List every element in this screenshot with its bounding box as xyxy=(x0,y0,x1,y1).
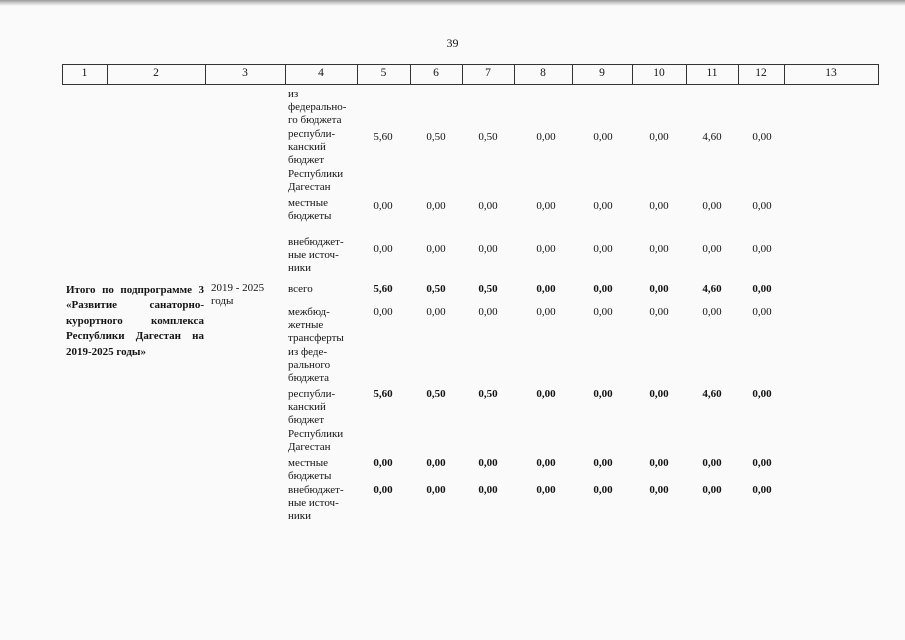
value-cell-col-7: 0,00 xyxy=(478,243,498,255)
header-cell-3: 3 xyxy=(242,67,248,79)
value-cell-col-7: 0,50 xyxy=(478,131,498,143)
value-cell-col-9: 0,00 xyxy=(593,283,613,295)
row-label-line: республи- xyxy=(288,128,336,140)
value-cell-col-9: 0,00 xyxy=(593,306,613,318)
value-cell-col-12: 0,00 xyxy=(752,243,772,255)
header-cell-1: 1 xyxy=(81,67,88,79)
value-cell-col-10: 0,00 xyxy=(649,243,669,255)
value-cell-col-7: 0,00 xyxy=(478,200,498,212)
row-label-line: бюджет xyxy=(288,154,324,167)
value-cell-col-9: 0,00 xyxy=(593,457,613,469)
row-label-line: федерально- xyxy=(288,101,347,114)
period-years xyxy=(211,282,264,308)
value-cell-col-12: 0,00 xyxy=(752,306,772,318)
row-label-line: трансферты xyxy=(288,332,344,345)
value-cell-col-11: 0,00 xyxy=(702,484,722,496)
value-cell-col-5: 0,00 xyxy=(373,484,393,496)
value-cell-col-11: 0,00 xyxy=(702,457,722,469)
value-cell-col-5: 0,00 xyxy=(373,457,393,469)
header-cell-13: 13 xyxy=(825,67,837,79)
value-cell-col-10: 0,00 xyxy=(649,388,669,400)
row-label-line: Республики xyxy=(288,167,344,180)
table-top-border xyxy=(62,64,878,65)
row-label-line: межбюд- xyxy=(288,306,330,318)
header-cell-11: 11 xyxy=(706,67,718,79)
value-cell-col-12: 0,00 xyxy=(752,200,772,212)
value-cell-col-8: 0,00 xyxy=(536,306,556,318)
scan-top-edge xyxy=(0,0,905,6)
value-cell-col-10: 0,00 xyxy=(649,306,669,318)
value-cell-col-10: 0,00 xyxy=(649,457,669,469)
value-cell-col-11: 4,60 xyxy=(702,131,722,143)
value-cell-col-12: 0,00 xyxy=(752,457,772,469)
row-label-line: го бюджета xyxy=(288,114,342,127)
row-label-line: Дагестан xyxy=(288,180,331,193)
page-number: 39 xyxy=(446,36,459,50)
value-cell-col-11: 0,00 xyxy=(702,243,722,255)
value-cell-col-10: 0,00 xyxy=(649,200,669,212)
value-cell-col-10: 0,00 xyxy=(649,131,669,143)
row-label-line: внебюджет- xyxy=(288,484,344,496)
header-cell-2: 2 xyxy=(153,67,159,79)
table-header-bottom-border xyxy=(62,84,878,85)
value-cell-col-5: 0,00 xyxy=(373,243,393,255)
row-label-line: всего xyxy=(288,283,313,295)
value-cell-col-7: 0,00 xyxy=(478,457,498,469)
value-cell-col-12: 0,00 xyxy=(752,388,772,400)
value-cell-col-5: 5,60 xyxy=(373,283,393,295)
value-cell-col-5: 5,60 xyxy=(373,131,393,143)
value-cell-col-11: 4,60 xyxy=(702,283,722,295)
row-label-line: канский xyxy=(288,141,326,154)
value-cell-col-6: 0,00 xyxy=(426,200,446,212)
value-cell-col-8: 0,00 xyxy=(536,388,556,400)
value-cell-col-6: 0,00 xyxy=(426,243,446,255)
value-cell-col-9: 0,00 xyxy=(593,484,613,496)
value-cell-col-8: 0,00 xyxy=(536,283,556,295)
header-cell-12: 12 xyxy=(755,67,767,79)
value-cell-col-11: 0,00 xyxy=(702,306,722,318)
row-label-line: бюджеты xyxy=(288,470,332,483)
row-label-line: местные xyxy=(288,197,328,209)
value-cell-col-11: 4,60 xyxy=(702,388,722,400)
row-label-line: ники xyxy=(288,510,312,523)
header-cell-7: 7 xyxy=(485,67,491,79)
value-cell-col-10: 0,00 xyxy=(649,283,669,295)
value-cell-col-6: 0,50 xyxy=(426,131,446,143)
value-cell-col-7: 0,00 xyxy=(478,306,498,318)
period-years-line-1: 2019 - 2025 xyxy=(211,282,265,294)
value-cell-col-5: 0,00 xyxy=(373,200,393,212)
value-cell-col-11: 0,00 xyxy=(702,200,722,212)
value-cell-col-8: 0,00 xyxy=(536,484,556,496)
row-label-line: канский xyxy=(288,401,326,414)
row-label-line: бюджеты xyxy=(288,210,332,223)
header-cell-4: 4 xyxy=(318,67,324,79)
period-years-line-2: годы xyxy=(211,295,234,307)
value-cell-col-6: 0,00 xyxy=(426,457,446,469)
value-cell-col-6: 0,50 xyxy=(426,388,446,400)
value-cell-col-7: 0,00 xyxy=(478,484,498,496)
row-label-line: рального xyxy=(288,358,331,371)
header-cell-6: 6 xyxy=(433,67,439,79)
row-label-line: бюджет xyxy=(288,414,324,427)
row-label-line: местные xyxy=(288,457,328,469)
value-cell-col-10: 0,00 xyxy=(649,484,669,496)
column-divider xyxy=(878,64,879,85)
value-cell-col-9: 0,00 xyxy=(593,200,613,212)
row-label-line: бюджета xyxy=(288,372,330,384)
row-label-line: республи- xyxy=(288,388,336,400)
value-cell-col-9: 0,00 xyxy=(593,243,613,255)
header-cell-10: 10 xyxy=(653,67,665,79)
value-cell-col-12: 0,00 xyxy=(752,131,772,143)
row-label-line: внебюджет- xyxy=(288,236,344,248)
value-cell-col-7: 0,50 xyxy=(478,283,498,295)
value-cell-col-5: 5,60 xyxy=(373,388,393,400)
row-label-line: Республики xyxy=(288,427,344,440)
value-cell-col-6: 0,00 xyxy=(426,306,446,318)
value-cell-col-8: 0,00 xyxy=(536,200,556,212)
value-cell-col-8: 0,00 xyxy=(536,243,556,255)
value-cell-col-6: 0,50 xyxy=(426,283,446,295)
row-label-line: Дагестан xyxy=(288,440,331,453)
row-label-line: жетные xyxy=(288,319,324,332)
row-label-line: из феде- xyxy=(288,345,327,358)
header-cell-5: 5 xyxy=(380,67,387,79)
header-cell-9: 9 xyxy=(599,67,605,79)
row-label-line: ные источ- xyxy=(288,249,339,262)
row-label-line: ники xyxy=(288,262,312,275)
row-label-line: ные источ- xyxy=(288,497,339,510)
value-cell-col-7: 0,50 xyxy=(478,388,498,400)
value-cell-col-12: 0,00 xyxy=(752,484,772,496)
value-cell-col-12: 0,00 xyxy=(752,283,772,295)
value-cell-col-5: 0,00 xyxy=(373,306,393,318)
header-cell-8: 8 xyxy=(540,67,546,79)
value-cell-col-6: 0,00 xyxy=(426,484,446,496)
value-cell-col-9: 0,00 xyxy=(593,131,613,143)
value-cell-col-8: 0,00 xyxy=(536,457,556,469)
row-label-line: из xyxy=(288,88,299,100)
value-cell-col-8: 0,00 xyxy=(536,131,556,143)
value-cell-col-9: 0,00 xyxy=(593,388,613,400)
subprogram-total-title: Итого по подпрограмме 3 «Развитие санаторно-курортного комплекса Республики Дагестан на 2019-2025 годы» xyxy=(66,284,204,358)
